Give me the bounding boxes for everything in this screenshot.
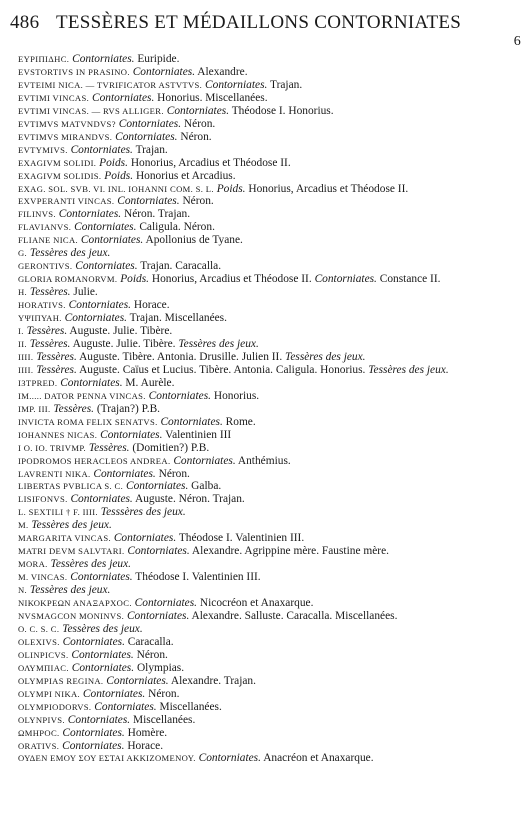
entry-references: Rome.	[225, 415, 256, 428]
index-entry	[18, 584, 523, 597]
index-entry	[18, 403, 523, 416]
index-entry	[18, 234, 523, 247]
entry-heading: EVTEIMI NICA. — TVRIFICATOR ASTVTVS.	[18, 79, 203, 90]
entry-type: Contorniates.	[64, 312, 127, 325]
entry-references: Théodose I. Valentinien III.	[135, 571, 261, 584]
entry-type-secondary: Tessères des jeux.	[368, 363, 449, 376]
entry-heading: GLORIA ROMANORVM.	[18, 274, 118, 285]
entry-type: Contorniates.	[71, 648, 134, 661]
index-entry	[18, 390, 523, 403]
entry-type: Contorniates.	[58, 208, 122, 221]
entry-references: Horace.	[133, 299, 170, 312]
entry-heading: EXAGIVM SOLIDIS.	[18, 170, 102, 181]
entry-type: Tessères.	[53, 402, 94, 415]
entry-heading: OLYNPIVS.	[18, 714, 65, 725]
entry-type: Tessères.	[29, 286, 71, 299]
index-entry	[18, 480, 523, 493]
entry-references: Homère.	[127, 726, 168, 739]
entry-heading: O. C. S. C.	[18, 623, 60, 634]
entry-heading: OLYMPIAS REGINA.	[18, 675, 104, 686]
entry-type: Tesssères des jeux.	[100, 506, 186, 519]
index-entry	[18, 558, 523, 571]
index-entry	[18, 377, 523, 390]
entry-heading: EXAG. SOL. SVB. VI. INL. IOHANNI COM. S. L.	[18, 183, 214, 194]
entry-heading: MATRI DEVM SALVTARI.	[18, 546, 125, 557]
entry-heading: LIBERTAS PVBLICA S. C.	[18, 481, 124, 492]
index-entry	[18, 312, 523, 325]
entry-heading: ΝΙΚΟΚΡΕΩΝ ΑΝΑΞΑΡΧΟC.	[18, 598, 132, 609]
index-entry	[18, 183, 523, 196]
entry-type: Contorniates.	[205, 78, 268, 91]
entry-heading: MORA.	[18, 559, 48, 570]
entry-heading: GERONTIVS.	[18, 261, 73, 272]
entry-references: M. Aurèle.	[125, 376, 175, 389]
index-entry	[18, 351, 523, 364]
entry-references: Horace.	[127, 739, 164, 752]
entry-heading: ΥΨΙΠΥΑΗ.	[18, 313, 62, 324]
entry-heading: INVICTA ROMA FELIX SENATVS.	[18, 416, 158, 427]
entry-heading: I O. IO. TRIVMP.	[18, 442, 86, 453]
entry-heading: MARGARITA VINCAS.	[18, 533, 111, 544]
index-entry	[18, 416, 523, 429]
entry-references: Galba.	[191, 480, 222, 493]
entry-references: Auguste. Julie. Tibère.	[72, 337, 176, 350]
entry-references: Apollonius de Tyane.	[145, 234, 243, 247]
index-entry	[18, 727, 523, 740]
entry-heading: OLEXIVS.	[18, 636, 60, 647]
entry-heading: EVSTORTIVS IN PRASINO.	[18, 66, 130, 77]
entry-heading: EVTIMVS MATVNDVS?	[18, 118, 116, 129]
entry-heading: IPODROMOS HERACLEOS ANDREA.	[18, 455, 171, 466]
entry-type: Contorniates.	[75, 260, 138, 273]
entry-type: Contorniates.	[94, 700, 157, 713]
entry-type: Contorniates.	[198, 752, 261, 765]
index-entry	[18, 519, 523, 532]
entry-type: Tessères.	[36, 363, 77, 376]
entry-references: Alexandre. Agrippine mère. Faustine mère.	[191, 545, 389, 558]
entry-type: Poids.	[99, 156, 128, 169]
entry-heading: IIII.	[18, 364, 34, 375]
entry-type: Contorniates.	[93, 467, 156, 480]
entry-heading: EVTYMIVS.	[18, 144, 68, 155]
entry-type: Contorniates.	[70, 143, 133, 156]
entry-heading: LAVRENTI NIKA.	[18, 468, 91, 479]
entry-type: Contorniates.	[100, 428, 163, 441]
entry-heading: EVTIMI VINCAS.	[18, 92, 90, 103]
entry-references: Olympias.	[136, 661, 185, 674]
index-entry	[18, 455, 523, 468]
entry-type: Contorniates.	[68, 299, 131, 312]
entry-type: Contorniates.	[127, 545, 190, 558]
entry-references: Miscellanées.	[133, 713, 196, 726]
index-entry	[18, 493, 523, 506]
entry-type: Tessères.	[36, 350, 77, 363]
entry-type: Contorniates.	[62, 739, 125, 752]
entry-type: Tessères des jeux.	[62, 622, 143, 635]
entry-heading: IM..... DATOR PENNA VINCAS.	[18, 390, 146, 401]
entry-references: Néron. Trajan.	[123, 208, 191, 221]
entry-heading: OLINPICVS.	[18, 649, 69, 660]
entry-heading: L. SEXTILI † F. IIII.	[18, 507, 98, 518]
entry-type: Contorniates.	[62, 635, 125, 648]
entry-heading: NVSMAGCON MONINVS.	[18, 610, 125, 621]
entry-references: Honorius, Arcadius et Théodose II.	[248, 182, 409, 195]
entry-references: Néron.	[158, 467, 190, 480]
entry-type: Tessères.	[29, 337, 71, 350]
entry-heading: G.	[18, 248, 28, 259]
entry-references: Néron.	[148, 687, 180, 700]
index-entry	[18, 66, 523, 79]
index-entry	[18, 79, 523, 92]
index-entry	[18, 532, 523, 545]
entry-heading: I.	[18, 326, 24, 337]
entry-heading: H.	[18, 287, 28, 298]
index-entry	[18, 571, 523, 584]
entry-references: Honorius et Arcadius.	[135, 169, 236, 182]
entry-heading: FILINVS.	[18, 209, 56, 220]
index-entry	[18, 195, 523, 208]
entry-references: Honorius, Arcadius et Théodose II.	[130, 156, 291, 169]
entry-type: Tessères des jeux.	[29, 247, 111, 260]
entry-references: Néron.	[180, 130, 212, 143]
entry-references: (Trajan?) P.B.	[96, 402, 161, 415]
index-entry	[18, 675, 523, 688]
index-entry	[18, 92, 523, 105]
entry-references: Caracalla.	[127, 635, 174, 648]
entry-references: Théodose I. Honorius.	[231, 104, 334, 117]
index-entry	[18, 597, 523, 610]
entry-type: Contorniates.	[113, 532, 177, 545]
entry-heading: ΟΥΔΕΝ ΕΜΟΥ ΣΟΥ ΕΣΤΑΙ ΑΚΚΙΖΟΜΕΝΟΥ.	[18, 753, 196, 764]
index-entry	[18, 221, 523, 234]
entry-references: Trajan. Miscellanées.	[129, 312, 227, 325]
entry-type: Tessères des jeux.	[31, 519, 112, 532]
entry-references: Julie.	[73, 286, 98, 299]
entry-references: Nicocréon et Anaxarque.	[199, 597, 314, 610]
entry-references-secondary: Constance II.	[379, 273, 441, 286]
entry-references: Auguste. Julie. Tibère.	[69, 325, 173, 338]
index-entry	[18, 105, 523, 118]
index-entry	[18, 299, 523, 312]
entry-type: Contorniates.	[166, 104, 230, 117]
index-entry	[18, 53, 523, 66]
entry-references: Miscellanées.	[159, 700, 222, 713]
entry-heading: OLYMPI NIKA.	[18, 688, 81, 699]
entry-type: Contorniates.	[70, 493, 133, 506]
index-entry	[18, 740, 523, 753]
entry-type: Contorniates.	[173, 454, 236, 467]
index-entry	[18, 623, 523, 636]
index-entry	[18, 649, 523, 662]
entry-references: Alexandre. Trajan.	[170, 674, 256, 687]
index-entry	[18, 338, 523, 351]
index-entry	[18, 144, 523, 157]
entry-heading: FLIANE NICA.	[18, 235, 79, 246]
entry-type: Contorniates.	[117, 195, 180, 208]
entry-type: Tessères.	[26, 325, 68, 338]
entry-references: Honorius.	[213, 389, 260, 402]
index-entry	[18, 506, 523, 519]
entry-heading: N.	[18, 585, 28, 596]
entry-references: Théodose I. Valentinien III.	[178, 532, 305, 545]
entry-type: Poids.	[216, 182, 246, 195]
entry-heading: LISIFONVS.	[18, 494, 68, 505]
entry-type: Contorniates.	[91, 91, 155, 104]
entry-type: Poids.	[120, 273, 149, 286]
index-entry	[18, 714, 523, 727]
index-entry	[18, 545, 523, 558]
entry-heading: FLAVIANVS.	[18, 222, 72, 233]
entry-type: Contorniates.	[74, 221, 137, 234]
entry-heading: ORATIVS.	[18, 740, 60, 751]
entry-type: Contorniates.	[80, 234, 144, 247]
entry-heading: IЗTPRED.	[18, 377, 58, 388]
entry-type: Poids.	[104, 169, 134, 182]
entry-type: Contorniates.	[71, 661, 135, 674]
entry-references: Trajan.	[135, 143, 168, 156]
entry-references: Honorius. Miscellanées.	[157, 91, 268, 104]
entry-type: Contorniates.	[148, 389, 211, 402]
entry-type: Tessères des jeux.	[50, 558, 132, 571]
entry-references: Néron.	[136, 648, 168, 661]
index-entry	[18, 636, 523, 649]
running-title: TESSÈRES ET MÉDAILLONS CONTORNIATES	[56, 12, 462, 33]
index-entry	[18, 157, 523, 170]
entry-heading: EVTIMI VINCAS. — RVS ALLIGER.	[18, 105, 164, 116]
entry-references: Néron.	[183, 117, 216, 130]
entry-heading: EXVPERANTI VINCAS.	[18, 196, 115, 207]
entry-references: (Domitien?) P.B.	[132, 441, 210, 454]
entry-type: Contorniates.	[125, 480, 189, 493]
entry-type-secondary: Tessères des jeux.	[178, 337, 259, 350]
entry-heading: IOHANNES NICAS.	[18, 429, 98, 440]
entry-references: Alexandre.	[197, 65, 248, 78]
entry-heading: II.	[18, 338, 27, 349]
entry-references: Anacréon et Anaxarque.	[263, 752, 374, 765]
entry-references: Trajan. Caracalla.	[140, 260, 222, 273]
entry-references: Caligula. Néron.	[139, 221, 215, 234]
entry-references: Alexandre. Salluste. Caracalla. Miscellanées.	[191, 609, 398, 622]
index-entry	[18, 170, 523, 183]
entry-references: Anthémius.	[237, 454, 291, 467]
index-entry	[18, 701, 523, 714]
index-entry	[18, 662, 523, 675]
entry-type: Contorniates.	[106, 674, 169, 687]
entry-heading: EVTIMVS MIRANDVS.	[18, 131, 113, 142]
index-entry	[18, 273, 523, 286]
index-entry	[18, 468, 523, 481]
index-entry	[18, 208, 523, 221]
index-entry	[18, 247, 523, 260]
entry-heading: M.	[18, 520, 29, 531]
entry-heading: ΟΛΥΜΠΙΑC.	[18, 662, 69, 673]
entry-heading: IIII.	[18, 351, 34, 362]
entry-heading: IMP. III.	[18, 403, 51, 414]
entry-type-secondary: Tessères des jeux.	[285, 350, 366, 363]
entry-type: Contorniates.	[132, 65, 196, 78]
index-entry	[18, 118, 523, 131]
entry-type-secondary: Contorniates.	[314, 273, 377, 286]
entry-type: Contorniates.	[115, 130, 178, 143]
index-entry	[18, 131, 523, 144]
entry-heading: M. VINCAS.	[18, 572, 68, 583]
index-entry	[18, 610, 523, 623]
entry-type: Tessères des jeux.	[29, 584, 111, 597]
entry-type: Contorniates.	[126, 609, 190, 622]
index-entry	[18, 286, 523, 299]
entry-heading: EXAGIVM SOLIDI.	[18, 157, 97, 168]
entry-type: Contorniates.	[62, 726, 125, 739]
index-entry	[18, 752, 523, 765]
entry-references: Trajan.	[270, 78, 303, 91]
entry-type: Contorniates.	[70, 571, 133, 584]
index-entry	[18, 364, 523, 377]
index-entry	[18, 325, 523, 338]
entry-heading: ΩΜΗΡΟC.	[18, 727, 60, 738]
entry-type: Tessères.	[88, 441, 130, 454]
entry-references: Valentinien III	[165, 428, 232, 441]
index-entry	[18, 429, 523, 442]
entry-references: Auguste. Tibère. Antonia. Drusille. Julien II.	[79, 350, 283, 363]
entry-references: Honorius, Arcadius et Théodose II.	[151, 273, 312, 286]
entry-heading: HORATIVS.	[18, 300, 66, 311]
index-entry	[18, 260, 523, 273]
entry-references: Euripide.	[137, 53, 180, 65]
entry-references: Néron.	[182, 195, 214, 208]
index-entry	[18, 442, 523, 455]
entry-references: Auguste. Caïus et Lucius. Tibère. Antonia. Caligula. Honorius.	[79, 363, 366, 376]
entry-references: Auguste. Néron. Trajan.	[135, 493, 245, 506]
entry-type: Contorniates.	[82, 687, 146, 700]
entry-heading: OLYMPIODORVS.	[18, 701, 92, 712]
entry-type: Contorniates.	[134, 597, 198, 610]
running-header	[10, 12, 521, 49]
entry-type: Contorniates.	[60, 376, 123, 389]
margin-mark: 6	[513, 34, 521, 49]
entry-heading: ΕΥΡΙΠΙΔΗC.	[18, 54, 70, 64]
entry-type: Contorniates.	[67, 713, 131, 726]
page-number: 486	[10, 12, 40, 33]
entry-type: Contorniates.	[160, 415, 223, 428]
entry-type: Contorniates.	[72, 53, 135, 65]
entry-type: Contorniates.	[118, 117, 182, 130]
index-entries	[18, 53, 523, 765]
index-entry	[18, 688, 523, 701]
